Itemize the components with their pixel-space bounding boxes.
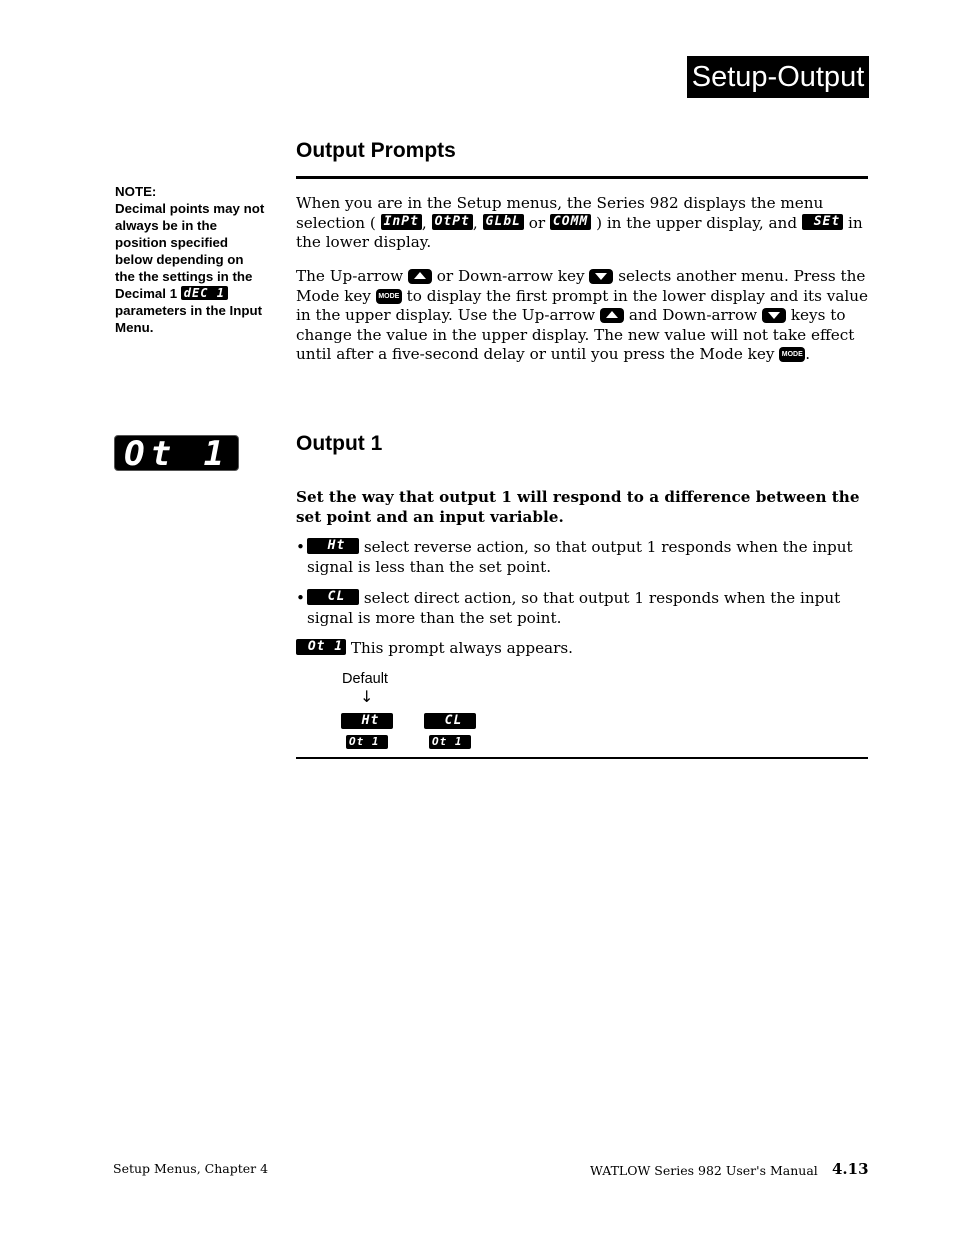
footer-chapter: Setup Menus, Chapter 4 xyxy=(113,1161,269,1176)
p1-sep: , xyxy=(421,213,427,232)
footer-manual: WATLOW Series 982 User's Manual xyxy=(590,1163,818,1178)
lcd-glbl: GLbL xyxy=(483,214,524,230)
output1-lead: Set the way that output 1 will respond to a difference between the set point and an input variable. xyxy=(296,488,860,526)
output-prompts-heading: Output Prompts xyxy=(296,139,456,162)
p1-or: or xyxy=(528,213,546,232)
bullet-text: select reverse action, so that output 1 responds when the input signal is less than the set point. xyxy=(307,538,853,576)
heading-rule xyxy=(296,176,868,179)
option-upper-ht: Ht xyxy=(341,713,393,729)
bullet-dot: • xyxy=(296,589,305,607)
mode-key-icon: MODE xyxy=(376,289,402,304)
lcd-otpt: OtPt xyxy=(432,214,473,230)
p2-text: selects another menu. Press the Mode key xyxy=(296,267,866,305)
down-arrow-icon: ↓ xyxy=(360,687,374,706)
p2-text: and Down-arrow xyxy=(628,306,758,324)
option-upper-cl: CL xyxy=(424,713,476,729)
prompt-appears xyxy=(296,639,871,659)
option-lower-ot1: Ot 1 xyxy=(346,735,388,749)
bullet-text: select direct action, so that output 1 responds when the input signal is more than the set point. xyxy=(307,589,841,627)
up-arrow-key-icon xyxy=(600,308,624,323)
note-text: Decimal points may not always be in the position specified below depending on the the settings in the Decimal 1 xyxy=(115,201,265,301)
lcd-comm: COMM xyxy=(550,214,591,230)
default-label: Default xyxy=(342,671,388,687)
option-lower-ot1: Ot 1 xyxy=(429,735,471,749)
p2-text: keys to change the value in the upper display. The new value will not take effect until after a five-second delay or until you press the Mode key xyxy=(296,306,855,363)
p2-text: . xyxy=(805,345,811,363)
output1-heading: Output 1 xyxy=(296,432,383,455)
bullet-reverse-action xyxy=(296,538,871,577)
page-number: 4.13 xyxy=(832,1160,869,1178)
p1-text: ) in the upper display, and xyxy=(596,213,798,232)
p2-text: or Down-arrow key xyxy=(436,267,585,285)
appears-text: This prompt always appears. xyxy=(350,639,573,657)
bullet-dot: • xyxy=(296,538,305,556)
prompts-paragraph-2 xyxy=(296,267,871,365)
up-arrow-key-icon xyxy=(408,269,432,284)
down-arrow-key-icon xyxy=(589,269,613,284)
bullet-direct-action xyxy=(296,589,871,628)
side-note xyxy=(115,183,265,336)
section-rule xyxy=(296,757,868,759)
down-arrow-key-icon xyxy=(762,308,786,323)
prompts-paragraph-1 xyxy=(296,194,871,253)
p1-text: When you are in the Setup menus, the Series 982 displays the menu selection ( xyxy=(296,194,824,232)
note-label: NOTE: xyxy=(115,184,157,199)
lcd-ht: Ht xyxy=(307,538,359,554)
note-text-after: parameters in the Input Menu. xyxy=(115,303,263,335)
lcd-cl: CL xyxy=(307,589,359,605)
mode-key-icon: MODE xyxy=(779,347,805,362)
section-title: Setup-Output xyxy=(687,56,869,98)
p1-sep: , xyxy=(472,213,478,232)
lcd-inpt: InPt xyxy=(381,214,422,230)
note-lcd-dec1: dEC 1 xyxy=(181,286,228,300)
p2-text: The Up-arrow xyxy=(296,267,404,285)
lcd-ot1: Ot 1 xyxy=(296,639,346,655)
output1-display: Ot 1 xyxy=(114,435,239,471)
p1-text: in the lower display. xyxy=(296,213,863,251)
p2-text: to display the first prompt in the lower display and its value in the upper display. Use the Up-arrow xyxy=(296,286,869,324)
lcd-set: SEt xyxy=(802,214,843,230)
